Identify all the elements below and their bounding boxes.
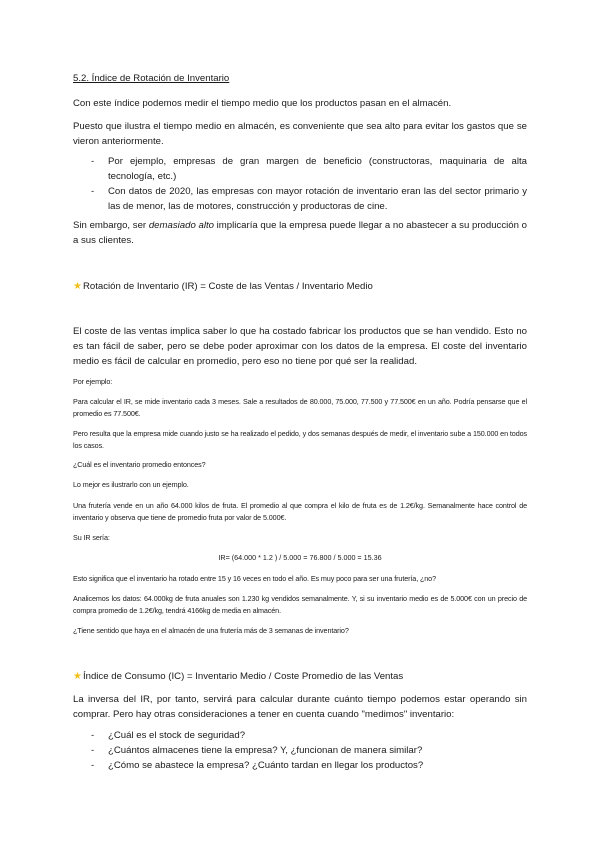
list-item: - ¿Cuál es el stock de seguridad? [91, 730, 246, 741]
list-item: - ¿Cuántos almacenes tiene la empresa? Y, ¿funcionan de manera similar? [91, 745, 423, 756]
intro-text-2: Puesto que ilustra el tiempo medio en almacén, es conveniente que sea alto para evitar los gastos que se vieron anteriormente. [73, 121, 527, 147]
list-item: - Con datos de 2020, las empresas con mayor rotación de inventario eran las del sector primario y las de menor, las de motores, construcción y productoras de cine. [91, 186, 527, 212]
coste-paragraph: El coste de las ventas implica saber lo que ha costado fabricar los productos que se han vendido. Esto no es tan fácil de saber, pero se debe poder aproximar con los datos de la empresa. El coste del inventario medio es fácil de calcular en promedio, pero eso no tiene por qué ser la realidad. [73, 326, 527, 367]
intro-paragraph-2 [73, 119, 527, 149]
formula-heading-1: ★Rotación de Inventario (IR) = Coste de las Ventas / Inventario Medio [73, 281, 373, 292]
formula-heading-2: ★Índice de Consumo (IC) = Inventario Medio / Coste Promedio de las Ventas [73, 671, 404, 682]
inversa-paragraph: La inversa del IR, por tanto, servirá para calcular durante cuánto tiempo podemos estar operando sin comprar. Pero hay otras consideraciones a tener en cuenta cuando "medimos" inventario: [73, 694, 527, 720]
list-item: - ¿Cómo se abastece la empresa? ¿Cuánto tardan en llegar los productos? [91, 760, 424, 771]
star-icon: ★ [73, 671, 82, 682]
emphasis-text: demasiado alto [148, 220, 214, 231]
analicemos-paragraph: Analicemos los datos: 64.000kg de fruta anuales son 1.230 kg vendidos semanalmente. Y, si su inventario medio es de 5.000€ con un precio de compra promedio de 1.2€/kg, tendrá 4166kg de media en almacén. [73, 594, 527, 615]
bullet-list-1 [73, 154, 527, 214]
example-paragraph-2: Pero resulta que la empresa mide cuando justo se ha realizado el pedido, y dos semanas después de medir, el inventario sube a 150.000 en todos los casos. [73, 429, 527, 450]
intro-text-1: Con este índice podemos medir el tiempo medio que los productos pasan en el almacén. [73, 98, 452, 109]
su-ir-label: Su IR sería: [73, 533, 110, 542]
section-title-block [73, 71, 527, 86]
list-item: - Por ejemplo, empresas de gran margen de beneficio (constructoras, maquinaria de alta tecnología, etc.) [91, 156, 527, 182]
section-title: 5.2. Índice de Rotación de Inventario [73, 73, 230, 84]
example-paragraph-1: Para calcular el IR, se mide inventario cada 3 meses. Sale a resultados de 80.000, 75.000, 77.500 y 77.500€ en un año. Podría pensarse que el promedio es 77.500€. [73, 397, 527, 418]
question-1: ¿Cuál es el inventario promedio entonces? [73, 460, 206, 469]
fruteria-paragraph: Una frutería vende en un año 64.000 kilos de fruta. El promedio al que compra el kilo de fruta es de 1.2€/kg. Semanalmente hace control de inventario y observa que tiene de promedio fruta por valor de 5.000€. [73, 501, 527, 522]
mejor-ejemplo: Lo mejor es ilustrarlo con un ejemplo. [73, 480, 189, 489]
sin-embargo-paragraph: Sin embargo, ser demasiado alto implicaría que la empresa puede llegar a no abastecer a su producción o a sus clientes. [73, 220, 527, 246]
intro-paragraph [73, 96, 527, 111]
bullet-list-2 [73, 728, 527, 773]
significa-paragraph: Esto significa que el inventario ha rotado entre 15 y 16 veces en todo el año. Es muy poco para ser una frutería, ¿no? [73, 574, 436, 583]
por-ejemplo-label: Por ejemplo: [73, 377, 113, 386]
question-2: ¿Tiene sentido que haya en el almacén de una frutería más de 3 semanas de inventario? [73, 626, 349, 635]
ir-calculation: IR= (64.000 * 1.2 ) / 5.000 = 76.800 / 5.000 = 15.36 [218, 553, 382, 562]
star-icon: ★ [73, 281, 82, 292]
